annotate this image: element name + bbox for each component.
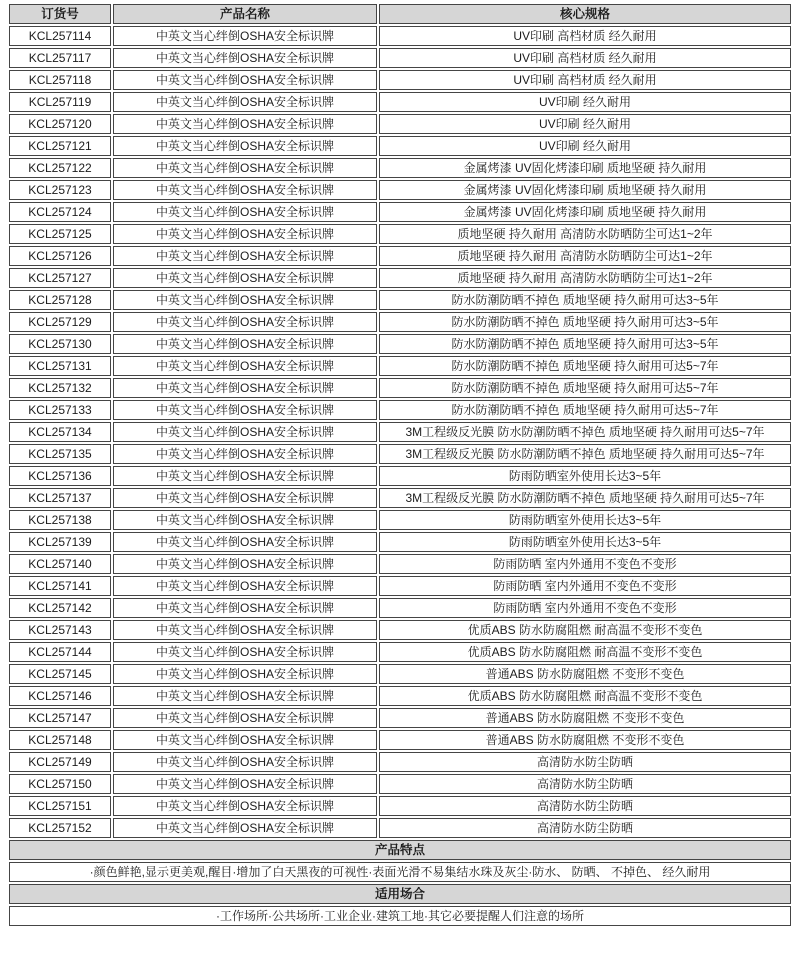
spec-cell: 高清防水防尘防晒 bbox=[379, 796, 791, 816]
table-row bbox=[9, 642, 791, 662]
product-name-cell: 中英文当心绊倒OSHA安全标识牌 bbox=[113, 224, 377, 244]
table-body bbox=[9, 26, 791, 838]
table-row bbox=[9, 48, 791, 68]
order-no-cell: KCL257147 bbox=[9, 708, 111, 728]
spec-cell: 普通ABS 防水防腐阻燃 不变形不变色 bbox=[379, 664, 791, 684]
spec-cell: 金属烤漆 UV固化烤漆印刷 质地坚硬 持久耐用 bbox=[379, 202, 791, 222]
product-name-cell: 中英文当心绊倒OSHA安全标识牌 bbox=[113, 48, 377, 68]
order-no-cell: KCL257128 bbox=[9, 290, 111, 310]
order-no-cell: KCL257119 bbox=[9, 92, 111, 112]
table-row bbox=[9, 664, 791, 684]
spec-cell: 高清防水防尘防晒 bbox=[379, 774, 791, 794]
table-row bbox=[9, 730, 791, 750]
product-name-cell: 中英文当心绊倒OSHA安全标识牌 bbox=[113, 488, 377, 508]
order-no-cell: KCL257139 bbox=[9, 532, 111, 552]
order-no-cell: KCL257130 bbox=[9, 334, 111, 354]
order-no-cell: KCL257125 bbox=[9, 224, 111, 244]
info-sections bbox=[9, 840, 791, 926]
spec-cell: 防雨防晒 室内外通用不变色不变形 bbox=[379, 576, 791, 596]
product-name-cell: 中英文当心绊倒OSHA安全标识牌 bbox=[113, 114, 377, 134]
product-name-cell: 中英文当心绊倒OSHA安全标识牌 bbox=[113, 642, 377, 662]
order-no-cell: KCL257133 bbox=[9, 400, 111, 420]
occasions-section-header-row bbox=[9, 884, 791, 904]
table-row bbox=[9, 378, 791, 398]
product-name-cell: 中英文当心绊倒OSHA安全标识牌 bbox=[113, 70, 377, 90]
product-name-cell: 中英文当心绊倒OSHA安全标识牌 bbox=[113, 26, 377, 46]
order-no-cell: KCL257121 bbox=[9, 136, 111, 156]
product-name-cell: 中英文当心绊倒OSHA安全标识牌 bbox=[113, 268, 377, 288]
table-row bbox=[9, 422, 791, 442]
spec-cell: 高清防水防尘防晒 bbox=[379, 818, 791, 838]
product-name-cell: 中英文当心绊倒OSHA安全标识牌 bbox=[113, 334, 377, 354]
table-row bbox=[9, 290, 791, 310]
features-text: ·颜色鲜艳,显示更美观,醒目·增加了白天黑夜的可视性·表面光滑不易集结水珠及灰尘·防水、 防晒、 不掉色、 经久耐用 bbox=[9, 862, 791, 882]
order-no-cell: KCL257126 bbox=[9, 246, 111, 266]
spec-cell: 优质ABS 防水防腐阻燃 耐高温不变形不变色 bbox=[379, 620, 791, 640]
spec-cell: 防雨防晒 室内外通用不变色不变形 bbox=[379, 554, 791, 574]
product-name-cell: 中英文当心绊倒OSHA安全标识牌 bbox=[113, 312, 377, 332]
product-name-cell: 中英文当心绊倒OSHA安全标识牌 bbox=[113, 290, 377, 310]
table-row bbox=[9, 400, 791, 420]
order-no-cell: KCL257122 bbox=[9, 158, 111, 178]
spec-cell: 防水防潮防晒不掉色 质地坚硬 持久耐用可达3~5年 bbox=[379, 334, 791, 354]
table-row bbox=[9, 620, 791, 640]
spec-cell: UV印刷 经久耐用 bbox=[379, 136, 791, 156]
spec-cell: 金属烤漆 UV固化烤漆印刷 质地坚硬 持久耐用 bbox=[379, 158, 791, 178]
spec-cell: 3M工程级反光膜 防水防潮防晒不掉色 质地坚硬 持久耐用可达5~7年 bbox=[379, 488, 791, 508]
occasions-section-title: 适用场合 bbox=[9, 884, 791, 904]
table-header-row bbox=[9, 4, 791, 24]
product-spec-table bbox=[7, 2, 793, 928]
product-name-cell: 中英文当心绊倒OSHA安全标识牌 bbox=[113, 532, 377, 552]
spec-cell: 3M工程级反光膜 防水防潮防晒不掉色 质地坚硬 持久耐用可达5~7年 bbox=[379, 422, 791, 442]
spec-cell: 普通ABS 防水防腐阻燃 不变形不变色 bbox=[379, 730, 791, 750]
column-header-order-no: 订货号 bbox=[9, 4, 111, 24]
product-name-cell: 中英文当心绊倒OSHA安全标识牌 bbox=[113, 796, 377, 816]
spec-cell: 防水防潮防晒不掉色 质地坚硬 持久耐用可达3~5年 bbox=[379, 290, 791, 310]
spec-cell: 质地坚硬 持久耐用 高清防水防晒防尘可达1~2年 bbox=[379, 224, 791, 244]
features-content-row bbox=[9, 862, 791, 882]
product-name-cell: 中英文当心绊倒OSHA安全标识牌 bbox=[113, 202, 377, 222]
product-name-cell: 中英文当心绊倒OSHA安全标识牌 bbox=[113, 356, 377, 376]
spec-cell: 防水防潮防晒不掉色 质地坚硬 持久耐用可达3~5年 bbox=[379, 312, 791, 332]
table-row bbox=[9, 774, 791, 794]
table-row bbox=[9, 356, 791, 376]
table-row bbox=[9, 70, 791, 90]
spec-cell: UV印刷 高档材质 经久耐用 bbox=[379, 26, 791, 46]
product-name-cell: 中英文当心绊倒OSHA安全标识牌 bbox=[113, 752, 377, 772]
order-no-cell: KCL257136 bbox=[9, 466, 111, 486]
table-row bbox=[9, 488, 791, 508]
spec-cell: 防水防潮防晒不掉色 质地坚硬 持久耐用可达5~7年 bbox=[379, 356, 791, 376]
order-no-cell: KCL257135 bbox=[9, 444, 111, 464]
table-row bbox=[9, 708, 791, 728]
table-row bbox=[9, 158, 791, 178]
table-row bbox=[9, 532, 791, 552]
table-row bbox=[9, 136, 791, 156]
product-name-cell: 中英文当心绊倒OSHA安全标识牌 bbox=[113, 664, 377, 684]
table-row bbox=[9, 26, 791, 46]
spec-cell: 普通ABS 防水防腐阻燃 不变形不变色 bbox=[379, 708, 791, 728]
product-name-cell: 中英文当心绊倒OSHA安全标识牌 bbox=[113, 466, 377, 486]
product-name-cell: 中英文当心绊倒OSHA安全标识牌 bbox=[113, 598, 377, 618]
order-no-cell: KCL257120 bbox=[9, 114, 111, 134]
spec-cell: 防水防潮防晒不掉色 质地坚硬 持久耐用可达5~7年 bbox=[379, 378, 791, 398]
column-header-product-name: 产品名称 bbox=[113, 4, 377, 24]
table-row bbox=[9, 796, 791, 816]
order-no-cell: KCL257146 bbox=[9, 686, 111, 706]
occasions-content-row bbox=[9, 906, 791, 926]
product-name-cell: 中英文当心绊倒OSHA安全标识牌 bbox=[113, 378, 377, 398]
product-name-cell: 中英文当心绊倒OSHA安全标识牌 bbox=[113, 510, 377, 530]
spec-cell: 优质ABS 防水防腐阻燃 耐高温不变形不变色 bbox=[379, 686, 791, 706]
table-row bbox=[9, 752, 791, 772]
spec-cell: 高清防水防尘防晒 bbox=[379, 752, 791, 772]
product-name-cell: 中英文当心绊倒OSHA安全标识牌 bbox=[113, 620, 377, 640]
order-no-cell: KCL257138 bbox=[9, 510, 111, 530]
spec-cell: UV印刷 高档材质 经久耐用 bbox=[379, 70, 791, 90]
spec-cell: UV印刷 经久耐用 bbox=[379, 92, 791, 112]
product-name-cell: 中英文当心绊倒OSHA安全标识牌 bbox=[113, 686, 377, 706]
product-name-cell: 中英文当心绊倒OSHA安全标识牌 bbox=[113, 246, 377, 266]
order-no-cell: KCL257151 bbox=[9, 796, 111, 816]
spec-cell: 防雨防晒 室内外通用不变色不变形 bbox=[379, 598, 791, 618]
product-name-cell: 中英文当心绊倒OSHA安全标识牌 bbox=[113, 774, 377, 794]
spec-cell: 3M工程级反光膜 防水防潮防晒不掉色 质地坚硬 持久耐用可达5~7年 bbox=[379, 444, 791, 464]
product-name-cell: 中英文当心绊倒OSHA安全标识牌 bbox=[113, 422, 377, 442]
table-row bbox=[9, 598, 791, 618]
table-row bbox=[9, 180, 791, 200]
spec-cell: UV印刷 经久耐用 bbox=[379, 114, 791, 134]
product-name-cell: 中英文当心绊倒OSHA安全标识牌 bbox=[113, 554, 377, 574]
order-no-cell: KCL257132 bbox=[9, 378, 111, 398]
table-row bbox=[9, 114, 791, 134]
spec-cell: 防水防潮防晒不掉色 质地坚硬 持久耐用可达5~7年 bbox=[379, 400, 791, 420]
product-name-cell: 中英文当心绊倒OSHA安全标识牌 bbox=[113, 708, 377, 728]
spec-cell: 质地坚硬 持久耐用 高清防水防晒防尘可达1~2年 bbox=[379, 268, 791, 288]
table-row bbox=[9, 510, 791, 530]
order-no-cell: KCL257123 bbox=[9, 180, 111, 200]
order-no-cell: KCL257144 bbox=[9, 642, 111, 662]
spec-cell: 金属烤漆 UV固化烤漆印刷 质地坚硬 持久耐用 bbox=[379, 180, 791, 200]
spec-cell: UV印刷 高档材质 经久耐用 bbox=[379, 48, 791, 68]
table-row bbox=[9, 246, 791, 266]
product-name-cell: 中英文当心绊倒OSHA安全标识牌 bbox=[113, 400, 377, 420]
order-no-cell: KCL257149 bbox=[9, 752, 111, 772]
table-row bbox=[9, 224, 791, 244]
spec-cell: 防雨防晒室外使用长达3~5年 bbox=[379, 510, 791, 530]
product-name-cell: 中英文当心绊倒OSHA安全标识牌 bbox=[113, 730, 377, 750]
product-name-cell: 中英文当心绊倒OSHA安全标识牌 bbox=[113, 92, 377, 112]
product-name-cell: 中英文当心绊倒OSHA安全标识牌 bbox=[113, 136, 377, 156]
product-name-cell: 中英文当心绊倒OSHA安全标识牌 bbox=[113, 158, 377, 178]
order-no-cell: KCL257114 bbox=[9, 26, 111, 46]
order-no-cell: KCL257143 bbox=[9, 620, 111, 640]
order-no-cell: KCL257148 bbox=[9, 730, 111, 750]
table-row bbox=[9, 268, 791, 288]
order-no-cell: KCL257118 bbox=[9, 70, 111, 90]
table-row bbox=[9, 202, 791, 222]
product-name-cell: 中英文当心绊倒OSHA安全标识牌 bbox=[113, 576, 377, 596]
features-section-title: 产品特点 bbox=[9, 840, 791, 860]
order-no-cell: KCL257150 bbox=[9, 774, 111, 794]
order-no-cell: KCL257145 bbox=[9, 664, 111, 684]
order-no-cell: KCL257129 bbox=[9, 312, 111, 332]
table-row bbox=[9, 686, 791, 706]
order-no-cell: KCL257124 bbox=[9, 202, 111, 222]
table-row bbox=[9, 466, 791, 486]
features-section-header-row bbox=[9, 840, 791, 860]
order-no-cell: KCL257141 bbox=[9, 576, 111, 596]
column-header-core-spec: 核心规格 bbox=[379, 4, 791, 24]
table-row bbox=[9, 554, 791, 574]
order-no-cell: KCL257134 bbox=[9, 422, 111, 442]
table-row bbox=[9, 818, 791, 838]
order-no-cell: KCL257137 bbox=[9, 488, 111, 508]
table-row bbox=[9, 334, 791, 354]
order-no-cell: KCL257140 bbox=[9, 554, 111, 574]
occasions-text: ·工作场所·公共场所·工业企业·建筑工地·其它必要提醒人们注意的场所 bbox=[9, 906, 791, 926]
product-name-cell: 中英文当心绊倒OSHA安全标识牌 bbox=[113, 180, 377, 200]
table-row bbox=[9, 92, 791, 112]
spec-cell: 优质ABS 防水防腐阻燃 耐高温不变形不变色 bbox=[379, 642, 791, 662]
order-no-cell: KCL257131 bbox=[9, 356, 111, 376]
order-no-cell: KCL257152 bbox=[9, 818, 111, 838]
spec-cell: 防雨防晒室外使用长达3~5年 bbox=[379, 466, 791, 486]
table-row bbox=[9, 444, 791, 464]
order-no-cell: KCL257127 bbox=[9, 268, 111, 288]
product-name-cell: 中英文当心绊倒OSHA安全标识牌 bbox=[113, 818, 377, 838]
spec-cell: 质地坚硬 持久耐用 高清防水防晒防尘可达1~2年 bbox=[379, 246, 791, 266]
order-no-cell: KCL257117 bbox=[9, 48, 111, 68]
table-row bbox=[9, 576, 791, 596]
product-name-cell: 中英文当心绊倒OSHA安全标识牌 bbox=[113, 444, 377, 464]
spec-cell: 防雨防晒室外使用长达3~5年 bbox=[379, 532, 791, 552]
order-no-cell: KCL257142 bbox=[9, 598, 111, 618]
table-row bbox=[9, 312, 791, 332]
